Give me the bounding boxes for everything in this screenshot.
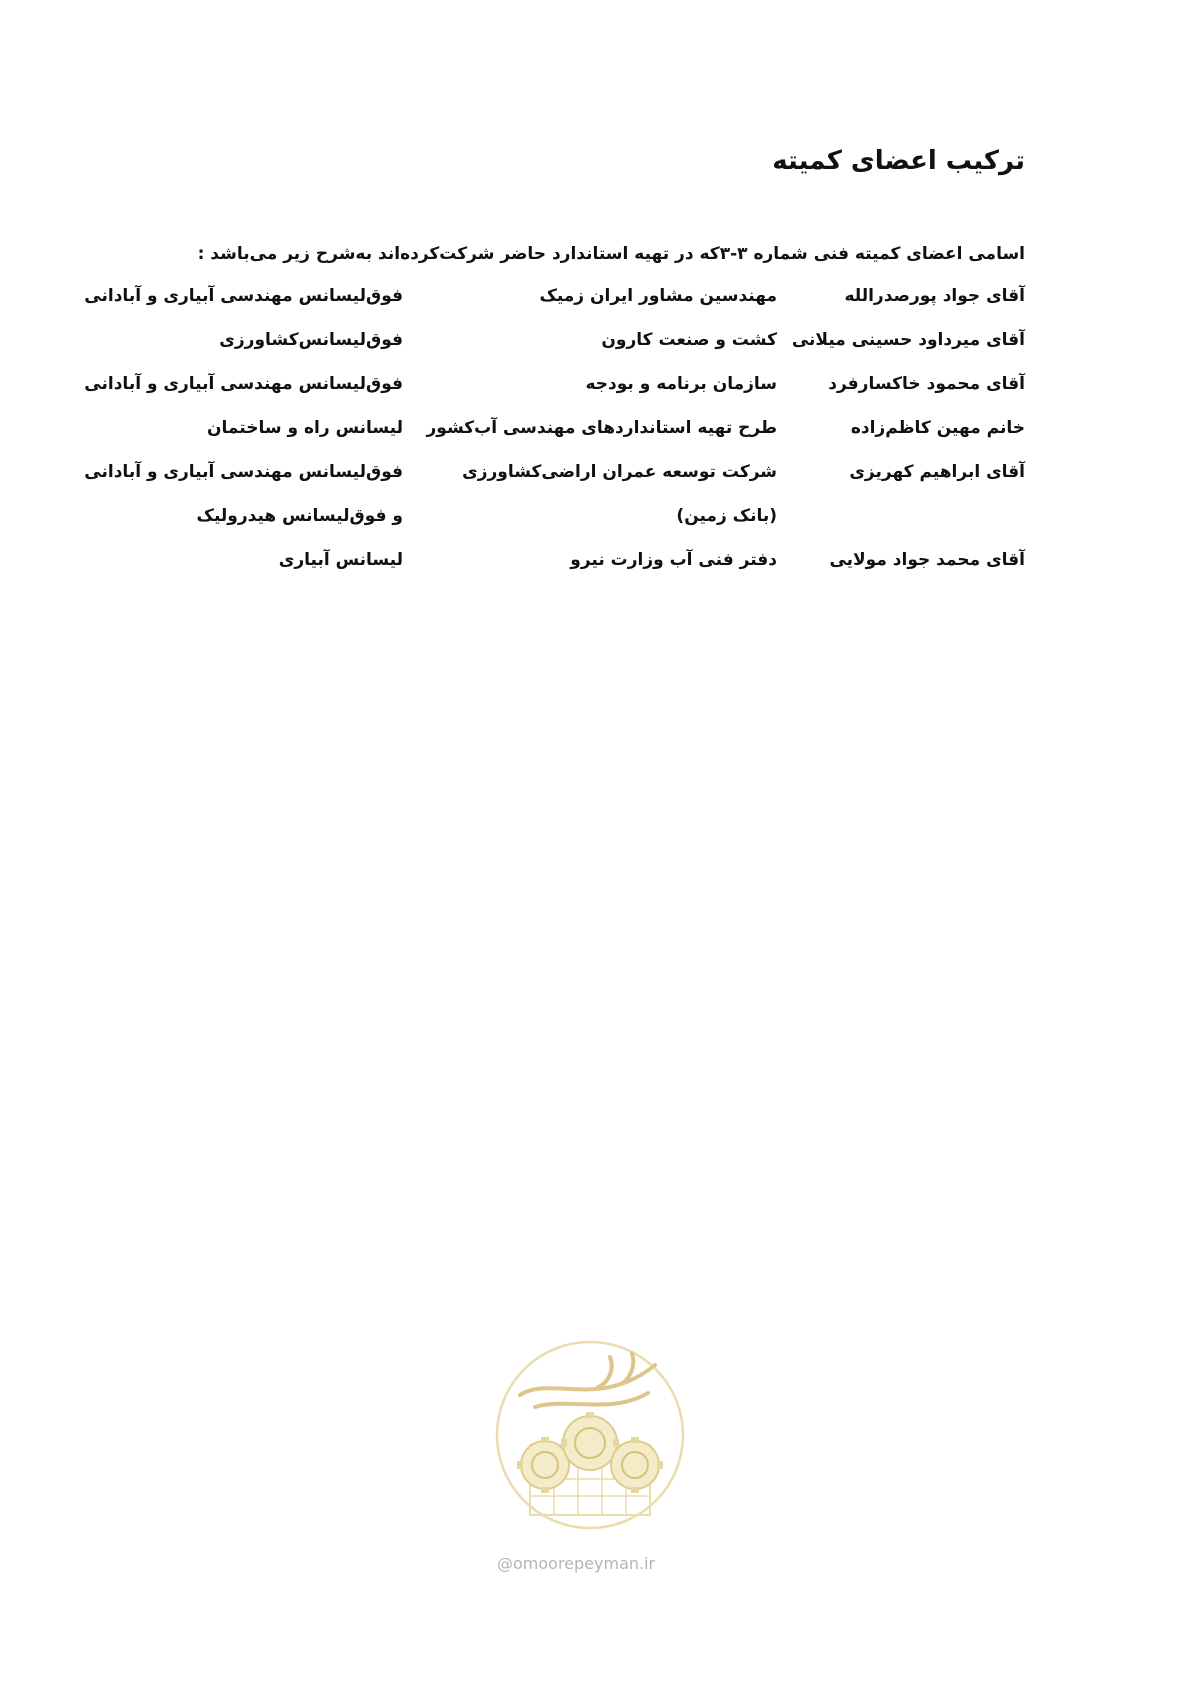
member-degree: و فوق‌لیسانس هیدرولیک bbox=[196, 506, 403, 526]
member-degree: فوق‌لیسانس مهندسی آبیاری و آبادانی bbox=[84, 374, 403, 394]
member-row bbox=[84, 462, 1025, 506]
member-row bbox=[84, 286, 1025, 330]
member-degree: لیسانس راه و ساختمان bbox=[207, 418, 403, 438]
member-organization: طرح تهیه استانداردهای مهندسی آب‌کشور bbox=[426, 418, 777, 438]
members-list bbox=[84, 286, 1025, 594]
member-organization: کشت و صنعت کارون bbox=[601, 330, 777, 350]
member-organization: شرکت توسعه عمران اراضی‌کشاورزی bbox=[462, 462, 777, 482]
member-row bbox=[84, 374, 1025, 418]
member-name: آقای جواد پورصدرالله bbox=[844, 286, 1025, 306]
member-degree: فوق‌لیسانس مهندسی آبیاری و آبادانی bbox=[84, 462, 403, 482]
member-row bbox=[105, 550, 1025, 594]
member-row bbox=[105, 418, 1025, 462]
page-title: ترکیب اعضای کمیته bbox=[772, 146, 1025, 176]
member-degree: لیسانس آبیاری bbox=[278, 550, 403, 570]
member-organization: دفتر فنی آب وزارت نیرو bbox=[570, 550, 777, 570]
member-degree: فوق‌لیسانس مهندسی آبیاری و آبادانی bbox=[84, 286, 403, 306]
watermark-url: @omoorepeyman.ir bbox=[497, 1554, 656, 1573]
member-row bbox=[105, 330, 1025, 374]
member-degree: فوق‌لیسانس‌کشاورزی bbox=[219, 330, 403, 350]
member-name: آقای محمد جواد مولایی bbox=[829, 550, 1025, 570]
member-name: آقای ابراهیم کهریزی bbox=[849, 462, 1025, 482]
watermark-logo bbox=[490, 1335, 690, 1535]
member-organization: مهندسین مشاور ایران زمیک bbox=[539, 286, 777, 306]
member-organization: (بانک زمین) bbox=[676, 506, 777, 526]
member-name: خانم مهین کاظم‌زاده bbox=[850, 418, 1025, 438]
member-name: آقای میرداود حسینی میلانی bbox=[791, 330, 1025, 350]
member-organization: سازمان برنامه و بودجه bbox=[585, 374, 777, 394]
member-name: آقای محمود خاکسارفرد bbox=[828, 374, 1025, 394]
intro-paragraph: اسامی اعضای کمیته فنی شماره ۳-۳که در تهیه استاندارد حاضر شرکت‌کرده‌اند به‌شرح زیر می‌باشد : bbox=[197, 244, 1025, 264]
member-row-continuation bbox=[105, 506, 1025, 550]
